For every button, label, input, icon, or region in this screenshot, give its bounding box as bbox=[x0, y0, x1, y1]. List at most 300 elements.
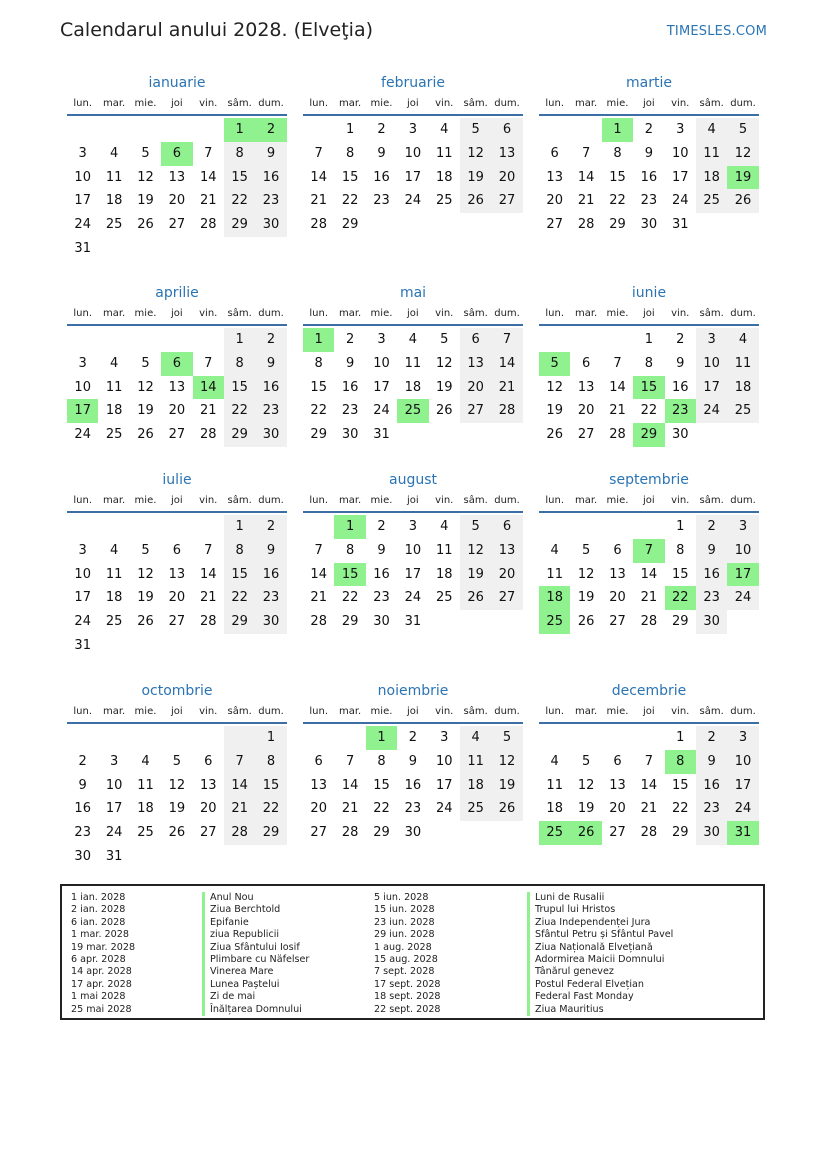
month-mai bbox=[303, 282, 523, 447]
day: 12 bbox=[168, 777, 186, 793]
weekday-label: mie. bbox=[134, 98, 157, 109]
day: 19 bbox=[168, 801, 186, 817]
empty-cell bbox=[161, 634, 192, 658]
weekday-label: mar. bbox=[102, 308, 126, 319]
day: 12 bbox=[577, 566, 595, 582]
day: 27 bbox=[168, 427, 186, 443]
holiday-day: 1 bbox=[303, 328, 334, 352]
holiday-day: 6 bbox=[161, 142, 192, 166]
day: 8 bbox=[345, 145, 355, 161]
day: 2 bbox=[377, 122, 386, 137]
day: 11 bbox=[546, 777, 563, 793]
day: 25 bbox=[105, 217, 123, 233]
days-grid bbox=[303, 515, 523, 634]
day: 1 bbox=[676, 519, 685, 534]
holiday-name: Tânărul genevez bbox=[527, 966, 673, 978]
weekend-day: 16 bbox=[696, 563, 727, 587]
day: 13 bbox=[168, 379, 186, 395]
weekend-day: 24 bbox=[696, 399, 727, 423]
weekend-day: 6 bbox=[491, 118, 522, 142]
day: 27 bbox=[168, 217, 186, 233]
month-name: august bbox=[389, 472, 437, 488]
weekday-header bbox=[303, 94, 523, 116]
month-name: decembrie bbox=[611, 683, 687, 699]
weekday-label: lun. bbox=[545, 98, 565, 109]
day: 24 bbox=[404, 193, 422, 209]
empty-cell bbox=[460, 213, 491, 237]
day: 10 bbox=[105, 777, 123, 793]
day: 7 bbox=[345, 753, 355, 769]
empty-cell bbox=[98, 515, 129, 539]
holiday-name: Ziua Sfântului Iosif bbox=[202, 942, 309, 954]
holiday-day: 15 bbox=[633, 376, 664, 400]
weekday-label: sâm. bbox=[227, 308, 252, 319]
day: 28 bbox=[640, 614, 658, 630]
empty-cell bbox=[67, 118, 98, 142]
holiday-date: 15 iun. 2028 bbox=[374, 904, 435, 916]
day: 18 bbox=[404, 379, 422, 395]
day: 25 bbox=[105, 614, 123, 630]
holiday-name: Vinerea Mare bbox=[202, 966, 309, 978]
day: 28 bbox=[341, 825, 359, 841]
holiday-name: Anul Nou bbox=[202, 892, 309, 904]
empty-cell bbox=[491, 610, 522, 634]
holiday-day: 26 bbox=[570, 821, 601, 845]
day: 20 bbox=[609, 590, 626, 606]
month-iulie bbox=[67, 469, 287, 658]
weekday-label: joi bbox=[407, 98, 419, 109]
empty-cell bbox=[161, 237, 192, 261]
empty-cell bbox=[193, 845, 224, 869]
day: 15 bbox=[373, 777, 390, 793]
day: 10 bbox=[671, 145, 689, 161]
empty-cell bbox=[539, 328, 570, 352]
day: 14 bbox=[341, 777, 359, 793]
day: 16 bbox=[373, 566, 390, 582]
day: 22 bbox=[609, 193, 626, 209]
holiday-day: 8 bbox=[665, 750, 696, 774]
empty-cell bbox=[727, 213, 758, 237]
day: 27 bbox=[609, 614, 626, 630]
empty-cell bbox=[491, 821, 522, 845]
holiday-name: Sfântul Petru și Sfântul Pavel bbox=[527, 929, 673, 941]
month-august bbox=[303, 469, 523, 634]
day: 21 bbox=[640, 801, 658, 817]
weekend-day: 26 bbox=[491, 797, 522, 821]
day: 21 bbox=[577, 193, 595, 209]
day: 6 bbox=[581, 355, 591, 371]
weekend-day: 30 bbox=[696, 821, 727, 845]
weekend-day: 10 bbox=[696, 352, 727, 376]
empty-cell bbox=[67, 515, 98, 539]
day: 2 bbox=[78, 753, 87, 769]
day: 7 bbox=[613, 355, 622, 371]
day: 13 bbox=[168, 169, 186, 185]
day: 3 bbox=[440, 730, 449, 745]
weekday-label: mar. bbox=[102, 706, 126, 717]
day: 8 bbox=[676, 542, 685, 558]
weekday-label: lun. bbox=[73, 308, 93, 319]
weekend-day: 1 bbox=[224, 328, 255, 352]
weekday-label: lun. bbox=[309, 98, 329, 109]
day: 28 bbox=[577, 217, 595, 233]
weekend-day: 23 bbox=[255, 399, 286, 423]
weekday-label: mar. bbox=[102, 495, 126, 506]
day: 16 bbox=[640, 169, 658, 185]
weekday-label: mie. bbox=[370, 706, 393, 717]
empty-cell bbox=[460, 610, 491, 634]
weekend-day: 1 bbox=[224, 515, 255, 539]
empty-cell bbox=[539, 726, 570, 750]
weekend-day: 25 bbox=[696, 189, 727, 213]
weekday-label: lun. bbox=[545, 706, 565, 717]
weekday-label: sâm. bbox=[463, 706, 488, 717]
holiday-day: 1 bbox=[224, 118, 255, 142]
month-name: iunie bbox=[631, 285, 667, 301]
day: 30 bbox=[373, 614, 390, 630]
day: 15 bbox=[310, 379, 327, 395]
weekend-day: 11 bbox=[727, 352, 758, 376]
day: 12 bbox=[137, 169, 154, 185]
empty-cell bbox=[570, 328, 601, 352]
day: 12 bbox=[137, 379, 154, 395]
holiday-day: 1 bbox=[602, 118, 633, 142]
day: 31 bbox=[671, 217, 689, 233]
day: 25 bbox=[105, 427, 123, 443]
day: 13 bbox=[609, 566, 626, 582]
month-name: octombrie bbox=[141, 683, 213, 699]
weekday-label: lun. bbox=[309, 706, 329, 717]
day: 18 bbox=[105, 403, 123, 419]
empty-cell bbox=[429, 213, 460, 237]
weekday-label: dum. bbox=[730, 706, 756, 717]
day: 26 bbox=[137, 427, 154, 443]
empty-cell bbox=[602, 328, 633, 352]
weekday-header bbox=[539, 702, 759, 724]
day: 7 bbox=[204, 355, 213, 371]
day: 26 bbox=[546, 427, 563, 443]
day: 6 bbox=[204, 753, 213, 769]
day: 21 bbox=[199, 590, 217, 606]
days-grid bbox=[303, 118, 523, 237]
holiday-date: 17 apr. 2028 bbox=[71, 978, 132, 990]
day: 14 bbox=[609, 379, 626, 395]
weekday-label: lun. bbox=[309, 308, 329, 319]
day: 10 bbox=[435, 753, 453, 769]
day: 23 bbox=[373, 193, 390, 209]
weekend-day: 15 bbox=[224, 166, 255, 190]
holiday-name: Ziua Națională Elvețiană bbox=[527, 942, 673, 954]
day: 6 bbox=[613, 753, 622, 769]
day: 21 bbox=[640, 590, 658, 606]
day: 27 bbox=[310, 825, 327, 841]
empty-cell bbox=[161, 118, 192, 142]
holiday-day: 1 bbox=[366, 726, 397, 750]
legend-column bbox=[374, 892, 441, 1016]
day: 14 bbox=[310, 566, 327, 582]
day: 9 bbox=[408, 753, 417, 769]
weekend-day: 18 bbox=[696, 166, 727, 190]
weekday-label: dum. bbox=[494, 706, 520, 717]
month-name: februarie bbox=[381, 75, 445, 91]
empty-cell bbox=[570, 118, 601, 142]
weekday-label: mar. bbox=[574, 98, 598, 109]
weekday-label: mie. bbox=[134, 706, 157, 717]
weekend-day: 20 bbox=[491, 563, 522, 587]
day: 27 bbox=[199, 825, 217, 841]
empty-cell bbox=[255, 237, 286, 261]
weekend-day: 13 bbox=[460, 352, 491, 376]
month-name: mai bbox=[399, 285, 427, 301]
month-aprilie bbox=[67, 282, 287, 447]
day: 13 bbox=[168, 566, 186, 582]
day: 7 bbox=[644, 753, 653, 769]
day: 17 bbox=[373, 379, 390, 395]
day: 14 bbox=[577, 169, 595, 185]
weekend-day: 24 bbox=[727, 586, 758, 610]
day: 14 bbox=[640, 566, 658, 582]
day: 14 bbox=[310, 169, 327, 185]
empty-cell bbox=[193, 515, 224, 539]
weekend-day: 22 bbox=[224, 586, 255, 610]
day: 5 bbox=[172, 753, 181, 769]
month-name: ianuarie bbox=[148, 75, 206, 91]
weekend-day: 17 bbox=[696, 376, 727, 400]
day: 11 bbox=[105, 566, 123, 582]
holiday-date: 14 apr. 2028 bbox=[71, 966, 132, 978]
day: 19 bbox=[137, 403, 154, 419]
weekday-header bbox=[303, 491, 523, 513]
holiday-day: 29 bbox=[633, 423, 664, 447]
day: 11 bbox=[105, 379, 123, 395]
day: 4 bbox=[109, 355, 119, 371]
day: 12 bbox=[577, 777, 595, 793]
day: 16 bbox=[373, 169, 390, 185]
holiday-day: 18 bbox=[539, 586, 570, 610]
day: 10 bbox=[404, 542, 422, 558]
holiday-date: 6 ian. 2028 bbox=[71, 916, 126, 928]
weekend-day: 11 bbox=[460, 750, 491, 774]
weekday-label: mie. bbox=[134, 308, 157, 319]
empty-cell bbox=[570, 726, 601, 750]
empty-cell bbox=[602, 726, 633, 750]
day: 24 bbox=[105, 825, 123, 841]
weekend-day: 12 bbox=[460, 539, 491, 563]
day: 29 bbox=[341, 614, 359, 630]
weekend-day: 6 bbox=[491, 515, 522, 539]
weekend-day: 19 bbox=[460, 563, 491, 587]
weekday-label: vin. bbox=[671, 308, 690, 319]
weekday-label: mie. bbox=[606, 706, 629, 717]
empty-cell bbox=[491, 423, 522, 447]
weekday-label: mie. bbox=[370, 308, 393, 319]
day: 17 bbox=[74, 590, 91, 606]
day: 29 bbox=[671, 825, 689, 841]
empty-cell bbox=[366, 213, 397, 237]
empty-cell bbox=[539, 515, 570, 539]
brand-link[interactable]: TIMESLES.COM bbox=[666, 24, 767, 39]
weekend-day: 27 bbox=[491, 189, 522, 213]
empty-cell bbox=[130, 118, 161, 142]
day: 15 bbox=[671, 566, 689, 582]
weekend-day: 24 bbox=[727, 797, 758, 821]
day: 13 bbox=[577, 379, 595, 395]
day: 26 bbox=[137, 614, 154, 630]
day: 11 bbox=[435, 145, 453, 161]
month-name: aprilie bbox=[155, 285, 199, 301]
empty-cell bbox=[161, 328, 192, 352]
day: 2 bbox=[408, 730, 417, 745]
day: 1 bbox=[345, 122, 355, 137]
day: 6 bbox=[314, 753, 323, 769]
empty-cell bbox=[193, 634, 224, 658]
day: 22 bbox=[640, 403, 658, 419]
weekend-day: 14 bbox=[224, 774, 255, 798]
weekend-day: 7 bbox=[491, 328, 522, 352]
weekend-day: 2 bbox=[696, 726, 727, 750]
holiday-day: 25 bbox=[539, 610, 570, 634]
weekend-day: 15 bbox=[224, 376, 255, 400]
weekend-day: 18 bbox=[460, 774, 491, 798]
holiday-day: 23 bbox=[665, 399, 696, 423]
weekday-label: mar. bbox=[102, 98, 126, 109]
month-iunie bbox=[539, 282, 759, 447]
weekday-label: vin. bbox=[199, 706, 218, 717]
holiday-date: 2 ian. 2028 bbox=[71, 904, 126, 916]
day: 27 bbox=[168, 614, 186, 630]
month-name: septembrie bbox=[609, 472, 689, 488]
holiday-day: 17 bbox=[67, 399, 98, 423]
day: 9 bbox=[377, 145, 386, 161]
empty-cell bbox=[193, 726, 224, 750]
weekend-day: 28 bbox=[491, 399, 522, 423]
day: 29 bbox=[310, 427, 327, 443]
weekend-day: 23 bbox=[255, 586, 286, 610]
holiday-name: Lunea Paștelui bbox=[202, 979, 309, 991]
empty-cell bbox=[98, 118, 129, 142]
weekday-label: lun. bbox=[545, 495, 565, 506]
holiday-date: 15 aug. 2028 bbox=[374, 954, 438, 966]
day: 19 bbox=[137, 193, 154, 209]
holiday-name: Federal Fast Monday bbox=[527, 991, 673, 1003]
day: 17 bbox=[74, 193, 91, 209]
holiday-date: 5 iun. 2028 bbox=[374, 892, 429, 903]
days-grid bbox=[539, 328, 759, 447]
day: 24 bbox=[671, 193, 689, 209]
day: 31 bbox=[74, 240, 91, 256]
month-octombrie bbox=[67, 680, 287, 869]
day: 7 bbox=[204, 145, 213, 161]
holiday-name: Postul Federal Elvețian bbox=[527, 979, 673, 991]
day: 21 bbox=[341, 801, 359, 817]
day: 3 bbox=[78, 542, 87, 558]
weekday-label: dum. bbox=[258, 308, 284, 319]
day: 3 bbox=[78, 355, 87, 371]
day: 5 bbox=[141, 355, 150, 371]
holiday-date: 23 iun. 2028 bbox=[374, 916, 435, 928]
empty-cell bbox=[633, 515, 664, 539]
day: 4 bbox=[550, 753, 559, 769]
day: 13 bbox=[546, 169, 563, 185]
weekday-label: sâm. bbox=[699, 706, 724, 717]
month-martie bbox=[539, 72, 759, 237]
empty-cell bbox=[303, 118, 334, 142]
weekday-label: joi bbox=[171, 706, 183, 717]
day: 31 bbox=[105, 848, 123, 864]
empty-cell bbox=[303, 726, 334, 750]
day: 24 bbox=[435, 801, 453, 817]
empty-cell bbox=[255, 845, 286, 869]
weekend-day: 8 bbox=[224, 352, 255, 376]
weekday-label: joi bbox=[407, 706, 419, 717]
day: 9 bbox=[377, 542, 386, 558]
weekend-day: 25 bbox=[460, 797, 491, 821]
weekday-label: sâm. bbox=[699, 495, 724, 506]
empty-cell bbox=[397, 213, 428, 237]
day: 26 bbox=[168, 825, 186, 841]
holiday-date: 1 mai 2028 bbox=[71, 991, 126, 1003]
holiday-name: Ziua Mauritius bbox=[527, 1004, 673, 1016]
day: 6 bbox=[172, 542, 181, 558]
holiday-name: Plimbare cu Näfelser bbox=[202, 954, 309, 966]
month-septembrie bbox=[539, 469, 759, 634]
weekday-header bbox=[67, 304, 287, 326]
holiday-date: 1 ian. 2028 bbox=[71, 892, 126, 903]
weekday-label: lun. bbox=[545, 308, 565, 319]
weekday-label: vin. bbox=[199, 495, 218, 506]
empty-cell bbox=[602, 515, 633, 539]
weekend-day: 17 bbox=[727, 774, 758, 798]
holiday-name: Ziua Independenței Jura bbox=[527, 917, 673, 929]
holiday-day: 14 bbox=[193, 376, 224, 400]
weekday-label: sâm. bbox=[699, 98, 724, 109]
day: 19 bbox=[546, 403, 563, 419]
weekend-day: 26 bbox=[460, 586, 491, 610]
weekend-day: 23 bbox=[696, 586, 727, 610]
weekend-day: 29 bbox=[224, 213, 255, 237]
day: 5 bbox=[141, 145, 150, 161]
empty-cell bbox=[696, 423, 727, 447]
day: 11 bbox=[404, 355, 422, 371]
weekday-header bbox=[303, 702, 523, 724]
weekend-day: 19 bbox=[491, 774, 522, 798]
empty-cell bbox=[727, 423, 758, 447]
day: 28 bbox=[609, 427, 626, 443]
empty-cell bbox=[98, 328, 129, 352]
holiday-day: 7 bbox=[633, 539, 664, 563]
weekday-label: joi bbox=[407, 495, 419, 506]
weekday-label: mie. bbox=[370, 495, 393, 506]
holiday-date: 18 sept. 2028 bbox=[374, 991, 441, 1003]
month-februarie bbox=[303, 72, 523, 237]
days-grid bbox=[303, 328, 523, 447]
empty-cell bbox=[130, 845, 161, 869]
weekend-day: 10 bbox=[727, 750, 758, 774]
weekday-label: mie. bbox=[606, 308, 629, 319]
weekend-day: 30 bbox=[255, 213, 286, 237]
weekend-day: 20 bbox=[491, 166, 522, 190]
days-grid bbox=[67, 726, 287, 869]
day: 9 bbox=[676, 355, 685, 371]
day: 26 bbox=[137, 217, 154, 233]
weekday-label: sâm. bbox=[699, 308, 724, 319]
weekday-label: dum. bbox=[730, 98, 756, 109]
day: 25 bbox=[435, 590, 453, 606]
day: 24 bbox=[74, 217, 91, 233]
empty-cell bbox=[193, 237, 224, 261]
holiday-legend bbox=[60, 884, 765, 1020]
weekday-label: dum. bbox=[494, 495, 520, 506]
